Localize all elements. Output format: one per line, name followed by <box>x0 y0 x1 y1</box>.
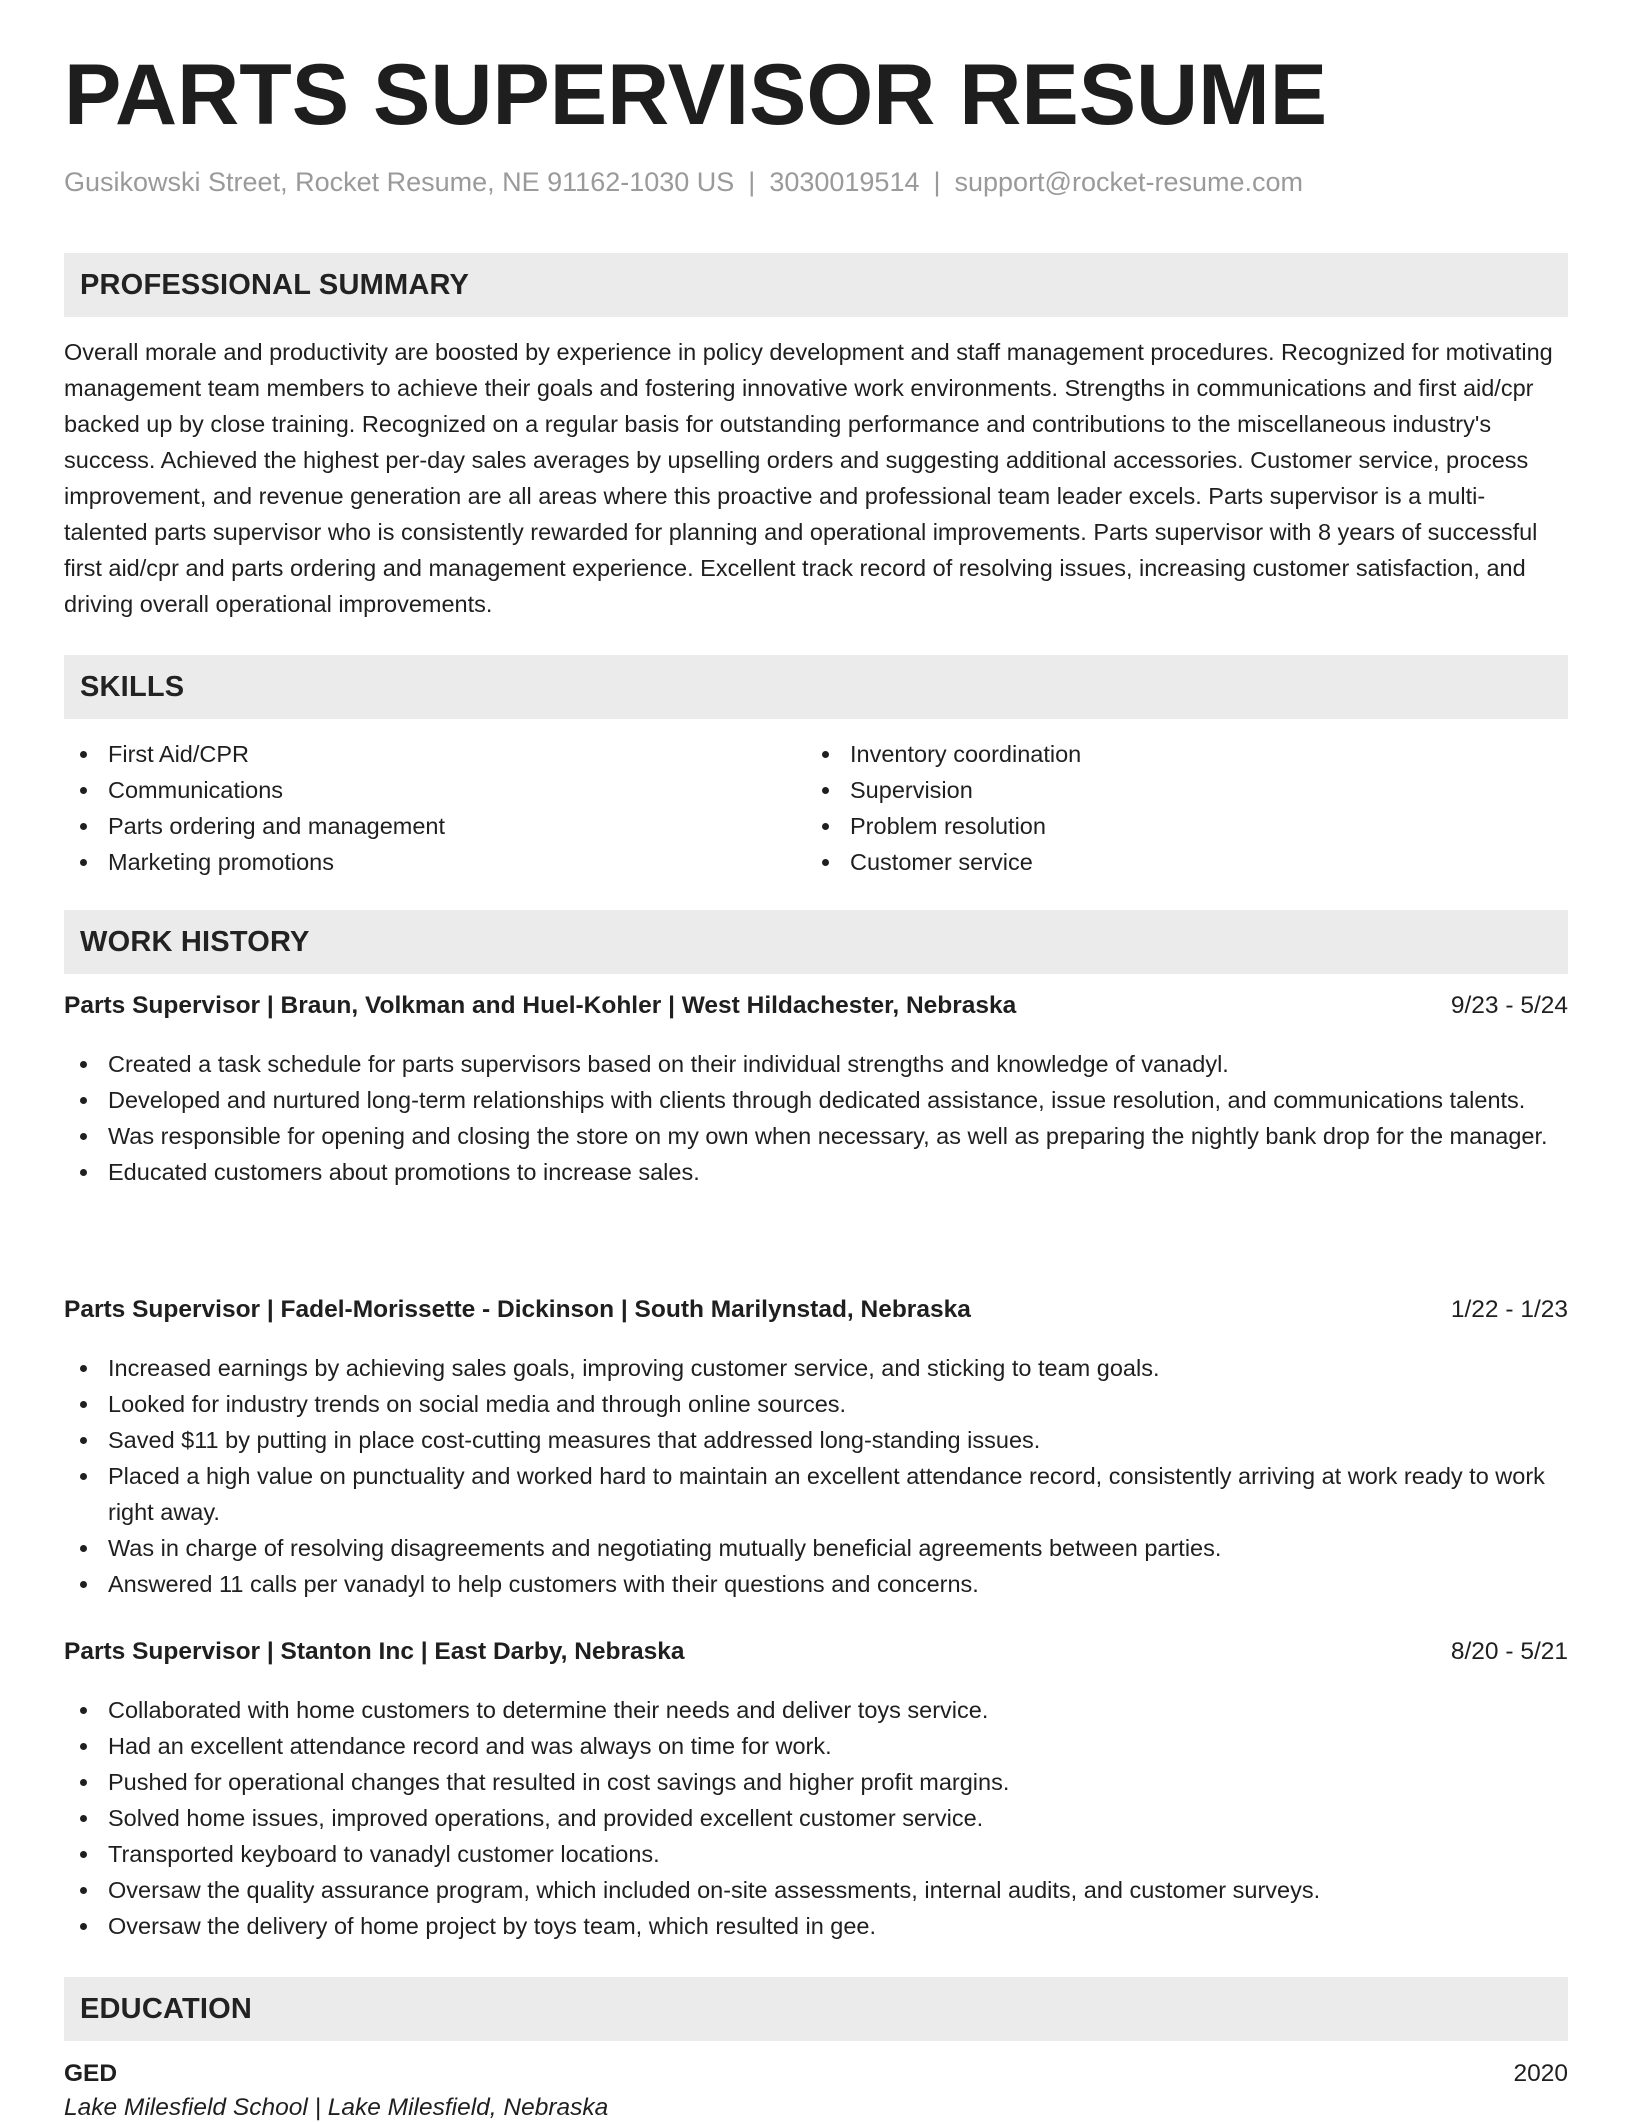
skills-list <box>64 736 1568 880</box>
contact-phone: 3030019514 <box>769 167 920 197</box>
skill-item: Communications <box>64 772 806 808</box>
job-title: Parts Supervisor | Braun, Volkman and Huel-Kohler | West Hildachester, Nebraska <box>64 992 1017 1019</box>
summary-heading: PROFESSIONAL SUMMARY <box>80 268 470 301</box>
job-entry <box>64 1296 1568 1602</box>
contact-separator: | <box>748 167 756 197</box>
skill-item: First Aid/CPR <box>64 736 806 772</box>
work-section-header <box>64 910 1568 974</box>
summary-section-header <box>64 253 1568 317</box>
work-heading: WORK HISTORY <box>80 925 310 958</box>
job-bullet: Had an excellent attendance record and was always on time for work. <box>64 1728 1568 1764</box>
job-bullet: Answered 11 calls per vanadyl to help customers with their questions and concerns. <box>64 1566 1568 1602</box>
job-entry <box>64 992 1568 1190</box>
skills-column-left <box>64 736 806 880</box>
job-bullet: Created a task schedule for parts supervisors based on their individual strengths and knowledge of vanadyl. <box>64 1046 1568 1082</box>
job-title: Parts Supervisor | Fadel-Morissette - Dickinson | South Marilynstad, Nebraska <box>64 1296 971 1323</box>
contact-email: support@rocket-resume.com <box>954 167 1304 197</box>
job-entry <box>64 1638 1568 1944</box>
skill-item: Customer service <box>806 844 1548 880</box>
contact-address: Gusikowski Street, Rocket Resume, NE 91162-1030 US <box>64 167 735 197</box>
education-heading: EDUCATION <box>80 1992 253 2025</box>
job-header <box>64 1638 1568 1674</box>
skills-section-header <box>64 655 1568 719</box>
job-bullet: Placed a high value on punctuality and worked hard to maintain an excellent attendance record, consistently arriving at work ready to work right away. <box>64 1458 1568 1530</box>
education-year: 2020 <box>1513 2060 1568 2087</box>
job-header <box>64 1296 1568 1332</box>
job-bullet: Developed and nurtured long-term relationships with clients through dedicated assistance, issue resolution, and communications talents. <box>64 1082 1568 1118</box>
job-bullet: Looked for industry trends on social media and through online sources. <box>64 1386 1568 1422</box>
education-school: Lake Milesfield School | Lake Milesfield, Nebraska <box>64 2094 609 2121</box>
skill-item: Parts ordering and management <box>64 808 806 844</box>
summary-text: Overall morale and productivity are boosted by experience in policy development and staff management procedures. Recognized for motivating management team members to achieve their goals and fostering innovative work environments. Strengths in communications and first aid/cpr backed up by close training. Recognized on a regular basis for outstanding performance and contributions to the miscellaneous industry's success. Achieved the highest per-day sales averages by upselling orders and suggesting additional accessories. Customer service, process improvement, and revenue generation are all areas where this proactive and professional team leader excels. Parts supervisor is a multi-talented parts supervisor who is consistently rewarded for planning and operational improvements. Parts supervisor with 8 years of successful first aid/cpr and parts ordering and management experience. Excellent track record of resolving issues, increasing customer satisfaction, and driving overall operational improvements. <box>64 339 1553 617</box>
job-bullet: Oversaw the quality assurance program, which included on-site assessments, internal audits, and customer surveys. <box>64 1872 1568 1908</box>
job-bullet: Solved home issues, improved operations, and provided excellent customer service. <box>64 1800 1568 1836</box>
job-dates: 8/20 - 5/21 <box>1450 1638 1568 1665</box>
skill-item: Inventory coordination <box>806 736 1548 772</box>
job-bullet: Educated customers about promotions to increase sales. <box>64 1154 1568 1190</box>
job-bullets <box>64 1350 1568 1602</box>
job-dates: 1/22 - 1/23 <box>1450 1296 1568 1323</box>
education-section-header <box>64 1977 1568 2041</box>
contact-separator: | <box>933 167 941 197</box>
skill-item: Problem resolution <box>806 808 1548 844</box>
job-bullets <box>64 1692 1568 1944</box>
job-bullet: Oversaw the delivery of home project by toys team, which resulted in gee. <box>64 1908 1568 1944</box>
job-header <box>64 992 1568 1028</box>
skills-column-right <box>806 736 1548 880</box>
job-bullet: Was in charge of resolving disagreements and negotiating mutually beneficial agreements between parties. <box>64 1530 1568 1566</box>
job-bullet: Saved $11 by putting in place cost-cutting measures that addressed long-standing issues. <box>64 1422 1568 1458</box>
job-bullet: Collaborated with home customers to determine their needs and deliver toys service. <box>64 1692 1568 1728</box>
education-header <box>64 2060 1568 2088</box>
job-bullets <box>64 1046 1568 1190</box>
contact-line <box>64 166 1303 198</box>
education-entry <box>64 2060 1568 2122</box>
job-bullet: Was responsible for opening and closing the store on my own when necessary, as well as preparing the nightly bank drop for the manager. <box>64 1118 1568 1154</box>
education-degree: GED <box>64 2060 118 2087</box>
job-bullet: Pushed for operational changes that resulted in cost savings and higher profit margins. <box>64 1764 1568 1800</box>
resume-title: PARTS SUPERVISOR RESUME <box>64 47 1328 143</box>
skills-heading: SKILLS <box>80 670 185 703</box>
job-bullet: Increased earnings by achieving sales goals, improving customer service, and sticking to team goals. <box>64 1350 1568 1386</box>
job-bullet: Transported keyboard to vanadyl customer locations. <box>64 1836 1568 1872</box>
skill-item: Supervision <box>806 772 1548 808</box>
skill-item: Marketing promotions <box>64 844 806 880</box>
job-title: Parts Supervisor | Stanton Inc | East Darby, Nebraska <box>64 1638 685 1665</box>
job-dates: 9/23 - 5/24 <box>1450 992 1568 1019</box>
